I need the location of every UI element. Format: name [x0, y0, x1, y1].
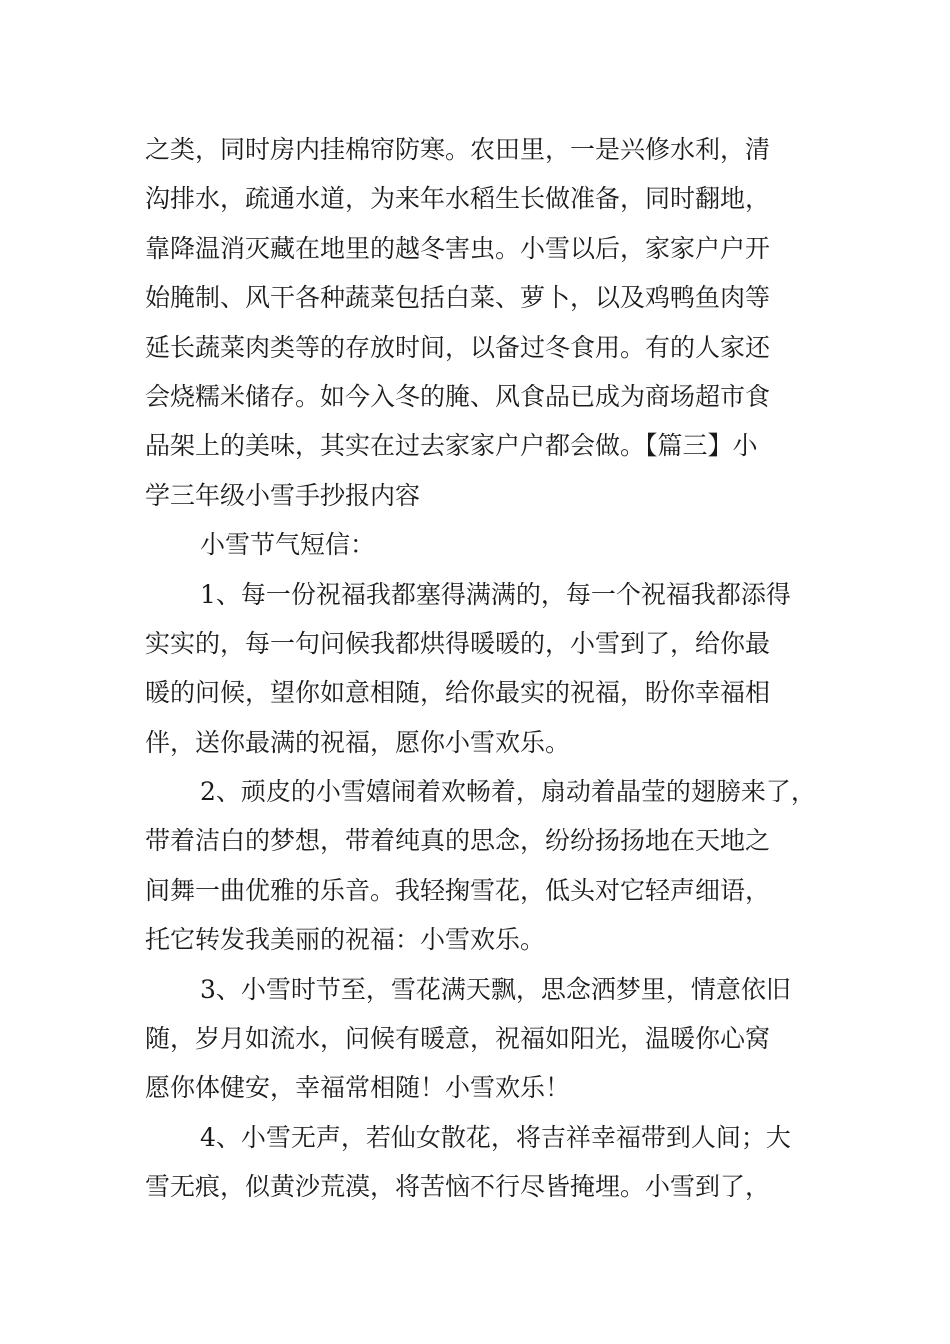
- text-line: 随，岁月如流水，问候有暖意，祝福如阳光，温暖你心窝: [145, 1024, 771, 1054]
- text-line: 3、小雪时节至，雪花满天飘，思念洒梦里，情意依旧: [200, 974, 791, 1004]
- text-line: 实实的，每一句问候我都烘得暖暖的，小雪到了，给你最: [145, 628, 771, 658]
- document-body: [145, 125, 816, 1212]
- text-line: 始腌制、风干各种蔬菜包括白菜、萝卜，以及鸡鸭鱼肉等: [145, 283, 771, 313]
- text-line: 靠降温消灭藏在地里的越冬害虫。小雪以后，家家户户开: [145, 233, 771, 263]
- text-line: 带着洁白的梦想，带着纯真的思念，纷纷扬扬地在天地之: [145, 826, 771, 856]
- text-line: 间舞一曲优雅的乐音。我轻掬雪花，低头对它轻声细语，: [145, 875, 771, 905]
- text-line: 暖的问候，望你如意相随，给你最实的祝福，盼你幸福相: [145, 678, 771, 708]
- text-line: 之类，同时房内挂棉帘防寒。农田里，一是兴修水利，清: [145, 135, 771, 164]
- text-line: 2、顽皮的小雪嬉闹着欢畅着，扇动着晶莹的翅膀来了，: [200, 777, 816, 807]
- text-line: 学三年级小雪手抄报内容: [145, 480, 421, 510]
- text-line: 品架上的美味，其实在过去家家户户都会做。【篇三】小: [145, 431, 758, 461]
- text-line: 愿你体健安，幸福常相随！小雪欢乐！: [145, 1073, 571, 1103]
- text-line: 小雪节气短信：: [200, 530, 376, 560]
- text-line: 4、小雪无声，若仙女散花，将吉祥幸福带到人间；大: [200, 1122, 791, 1152]
- text-line: 托它转发我美丽的祝福：小雪欢乐。: [145, 925, 546, 955]
- text-line: 伴，送你最满的祝福，愿你小雪欢乐。: [145, 727, 571, 757]
- text-line: 沟排水，疏通水道，为来年水稻生长做准备，同时翻地，: [145, 184, 771, 214]
- text-line: 雪无痕，似黄沙荒漠，将苦恼不行尽皆掩埋。小雪到了，: [145, 1172, 771, 1202]
- text-line: 1、每一份祝福我都塞得满满的，每一个祝福我都添得: [200, 579, 791, 609]
- text-line: 延长蔬菜肉类等的存放时间，以备过冬食用。有的人家还: [145, 332, 771, 362]
- text-line: 会烧糯米储存。如今入冬的腌、风食品已成为商场超市食: [145, 381, 771, 411]
